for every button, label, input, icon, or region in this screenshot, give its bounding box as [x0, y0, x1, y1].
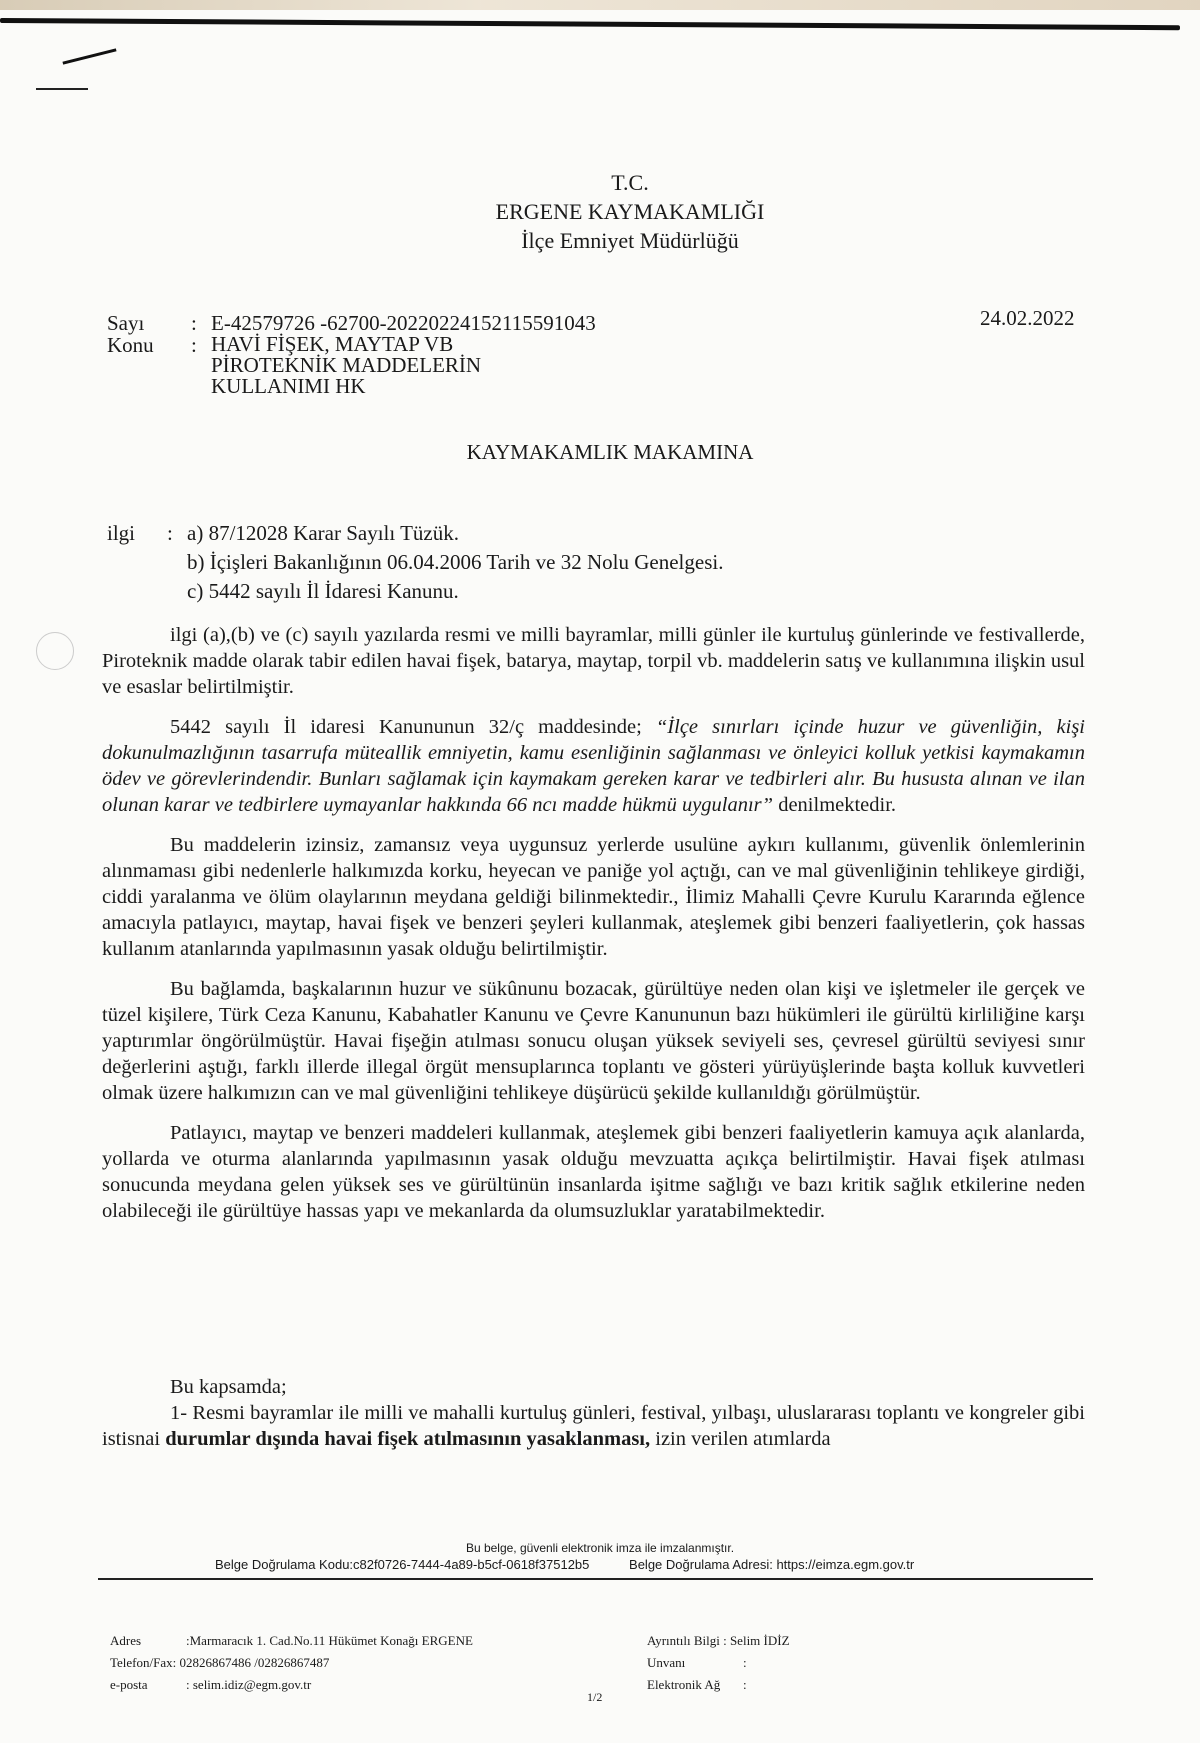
paragraph: Bu kapsamda; [170, 1376, 287, 1398]
verify-code: Belge Doğrulama Kodu:c82f0726-7444-4a89-b5cf-0618f37512b5 [215, 1557, 590, 1572]
address-value: :Marmaracık 1. Cad.No.11 Hükümet Konağı ERGENE [186, 1633, 473, 1648]
paragraph-text: izin verilen atımlarda [650, 1428, 831, 1450]
sayi-value: E-42579726 -62700-20220224152115591043 [211, 311, 596, 335]
konu-value [211, 334, 481, 397]
email-label: e-posta [110, 1677, 148, 1692]
ilgi-item: b) İçişleri Bakanlığının 06.04.2006 Tarih ve 32 Nolu Genelgesi. [187, 550, 724, 574]
scan-top-edge [0, 0, 1200, 10]
addressee-text: KAYMAKAMLIK MAKAMINA [466, 440, 754, 464]
title-row [647, 1652, 790, 1674]
info-block [647, 1630, 790, 1696]
network-row [647, 1674, 790, 1696]
signature-note: Bu belge, güvenli elektronik imza ile imzalanmıştır. [465, 1541, 735, 1555]
address-label: Adres [110, 1633, 142, 1648]
ilgi-row [107, 519, 723, 548]
ilgi-block [107, 519, 723, 606]
address-row [110, 1630, 473, 1652]
law-quote: “İlçe sınırları içinde huzur ve güvenliğin, kişi dokunulmazlığının tasarrufa müteallik emniyetin, kamu esenliğinin sağlanması ve önleyici kolluk yetkisi kaymakamın ödev ve görevlerindendir. Bunları sağlamak için kaymakam gereken karar ve tedbirleri alır. Bu hususta alınan ve ilan olunan karar ve tedbirlere uymayanlar hakkında 66 ncı madde hükmü uygulanır” [102, 716, 1085, 816]
email-value: : selim.idiz@egm.gov.tr [186, 1677, 312, 1692]
paragraph-text: 5442 sayılı İl idaresi Kanununun 32/ç maddesinde; [170, 716, 656, 738]
bold-text: durumlar dışında havai fişek atılmasının yasaklanması, [165, 1428, 651, 1450]
phone-row [110, 1652, 473, 1674]
paragraph: Bu maddelerin izinsiz, zamansız veya uygunsuz yerlerde usulüne aykırı kullanımı, güvenlik önlemlerinin alınmaması gibi nedenlerle halkımızda korku, heyecan ve paniğe yol açtığı, can ve mal güvenliğinin tehlikeye girdiği, ciddi yaralanma ve ölüm olaylarının meydana geldiği bilinmektedir., İlimiz Mahalli Çevre Kurulu Kararında eğlence amacıyla patlayıcı, maytap, havai fişek ve benzeri şeyleri kullanmak, ateşlemek gibi benzeri faaliyetlerin, çok hassas kullanım atanlarında yapılmasının yasak olduğu belirtilmiştir. [102, 834, 1085, 960]
konu-row [107, 334, 596, 397]
ilgi-label: ilgi [107, 521, 136, 545]
pen-mark [36, 88, 88, 90]
paragraph: ilgi (a),(b) ve (c) sayılı yazılarda resmi ve milli bayramlar, milli günler ile kurtuluş günlerinde ve festivallerde, Piroteknik madde olarak tabir edilen havai fişek, batarya, maytap, torpil vb. maddelerin satış ve kullanımına ilişkin usul ve esaslar belirtilmiştir. [102, 624, 1085, 698]
info-label: Ayrıntılı Bilgi [647, 1633, 720, 1648]
network-value: : [743, 1677, 747, 1692]
sayi-label: Sayı [107, 311, 145, 335]
paragraph [102, 1400, 1085, 1452]
footer-rule [98, 1578, 1093, 1580]
info-row [647, 1630, 790, 1652]
header-institution: ERGENE KAYMAKAMLIĞI [495, 199, 765, 224]
colon: : [191, 333, 197, 357]
verification [215, 1557, 950, 1572]
verify-address: Belge Doğrulama Adresi: https://eimza.egm.gov.tr [629, 1557, 915, 1572]
ilgi-item: a) 87/12028 Karar Sayılı Tüzük. [187, 521, 459, 545]
document-date: 24.02.2022 [980, 306, 1075, 330]
top-rule [0, 18, 1180, 30]
network-label: Elektronik Ağ [647, 1677, 721, 1692]
colon: : [167, 521, 173, 545]
konu-line: PİROTEKNİK MADDELERİN [211, 353, 482, 377]
letterhead [0, 168, 1200, 255]
paragraph: Bu bağlamda, başkalarının huzur ve sükûnunu bozacak, gürültüye neden olan kişi ve işletmeler ile gerçek ve tüzel kişilere, Türk Ceza Kanunu, Kabahatler Kanunu ve Çevre Kanununun bazı hükümleri ile gürültü kirliliğine karşı yaptırımlar öngörülmüştür. Havai fişeğin atılması sonucu oluşan yüksek seviyeli ses, çevresel gürültü seviyesi sınır değerlerini aştığı, farklı illerde illegal örgüt mensuplarınca toplantı ve gösteri yürüyüşlerinde başta kolluk kuvvetleri olmak üzere halkımızın can ve mal güvenliğini tehlikeye düşürücü şekilde kullanıldığı görülmüştür. [102, 978, 1085, 1104]
paragraph-text: denilmektedir. [773, 794, 897, 816]
title-label: Unvanı [647, 1655, 686, 1670]
title-value: : [743, 1655, 747, 1670]
konu-line: KULLANIMI HK [211, 374, 366, 398]
sayi-row [107, 312, 596, 334]
email-row [110, 1674, 473, 1696]
phone-value: 02826867486 /02826867487 [179, 1655, 330, 1670]
phone-label: Telefon/Fax: [110, 1655, 177, 1670]
pen-mark [62, 48, 116, 64]
header-department: İlçe Emniyet Müdürlüğü [521, 228, 739, 253]
punch-hole-shadow [36, 632, 74, 670]
info-value: : Selim İDİZ [723, 1633, 790, 1648]
paragraph-text: 1- Resmi bayramlar ile milli ve mahalli kurtuluş günleri, festival, yılbaşı, uluslararası toplantı ve kongreler gibi istisnai [102, 1402, 1085, 1450]
paragraph [102, 714, 1085, 818]
konu-label: Konu [107, 333, 154, 357]
ilgi-item: c) 5442 sayılı İl İdaresi Kanunu. [187, 579, 459, 603]
contact-block [110, 1630, 473, 1696]
paragraph: Patlayıcı, maytap ve benzeri maddeleri kullanmak, ateşlemek gibi benzeri faaliyetlerin kamuya açık alanlarda, yollarda ve oturma alanlarında yapılmasının yasak olduğu mevzuatta açıkça belirtilmiştir. Havai fişek atılması sonucunda meydana gelen yüksek ses ve gürültünün insanlarda işitme sağlığı ve bazı kritik sağlık etkilerine neden olabileceği ile gürültüye hassas yapı ve mekanlarda da olumsuzluklar yaratabilmektedir. [102, 1122, 1085, 1222]
addressee [0, 440, 1200, 465]
header-tc: T.C. [611, 170, 649, 195]
page-number: 1/2 [587, 1690, 603, 1704]
konu-line: HAVİ FİŞEK, MAYTAP VB [211, 332, 454, 356]
letter-body [102, 622, 1085, 1452]
colon: : [191, 311, 197, 335]
document-meta [107, 312, 596, 397]
